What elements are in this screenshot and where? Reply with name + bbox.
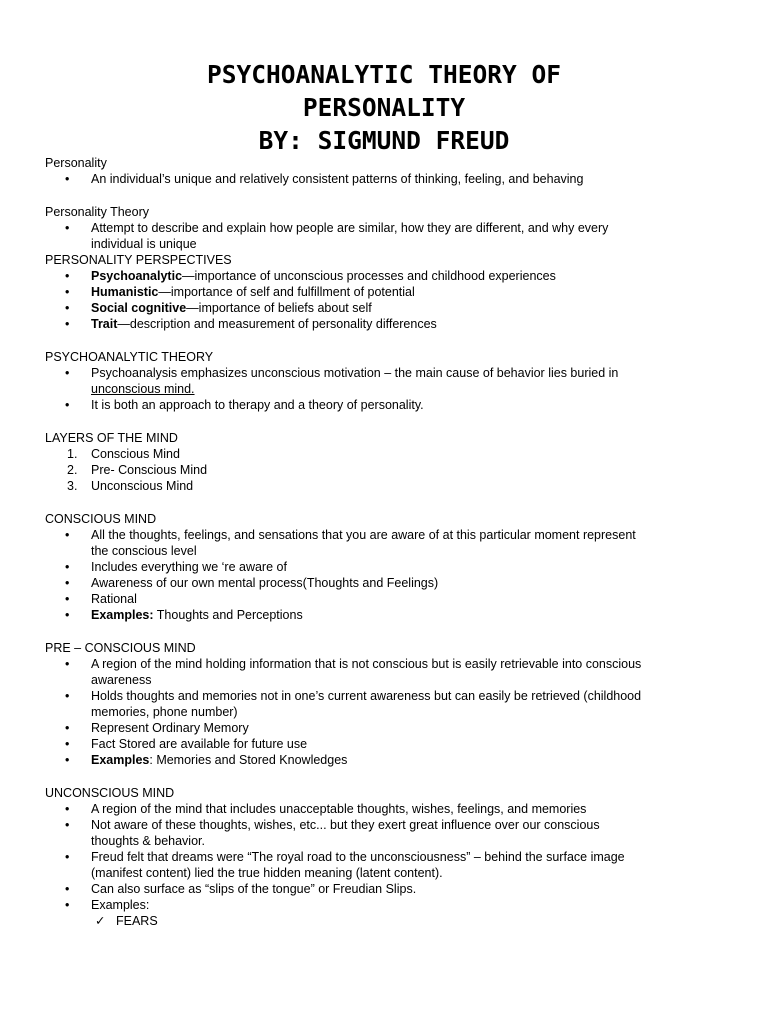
list-item: • Social cognitive—importance of beliefs about self [65,301,372,315]
bullet-icon: • [65,802,70,816]
bullet-icon: • [65,818,70,832]
bullet-list-conscious [45,527,725,623]
list-item: 1. Conscious Mind [67,447,180,461]
list-item: • An individual’s unique and relatively consistent patterns of thinking, feeling, and behaving [65,172,584,186]
section-heading-personality: Personality [45,156,107,170]
bullet-icon: • [65,285,70,299]
bullet-icon: • [65,657,70,671]
bullet-icon: • [65,221,70,235]
bullet-icon: • [65,608,70,622]
numbered-list-layers [45,446,725,494]
bullet-icon: • [65,576,70,590]
bullet-icon: • [65,882,70,896]
list-item: • Humanistic—importance of self and fulfillment of potential [65,285,415,299]
bullet-icon: • [65,172,70,186]
title-line-1: PSYCHOANALYTIC THEORY OF [206,60,561,89]
list-number: 3. [67,479,78,493]
underlined-text: unconscious mind. [91,382,195,396]
document-body [45,155,725,929]
bullet-icon: • [65,689,70,703]
list-item: • Freud felt that dreams were “The royal road to the unconsciousness” – behind the surface image (manifest content) lied the true hidden meaning (latent content). [65,850,625,880]
list-item: • Represent Ordinary Memory [65,721,249,735]
list-item: • A region of the mind that includes unacceptable thoughts, wishes, feelings, and memories [65,802,587,816]
list-number: 1. [67,447,78,461]
title-line-3: BY: SIGMUND FREUD [258,126,510,155]
section-heading-perspectives: PERSONALITY PERSPECTIVES [45,253,232,267]
list-item: • Fact Stored are available for future use [65,737,308,751]
list-item: • Not aware of these thoughts, wishes, etc... but they exert great influence over our conscious thoughts & behavior. [65,818,600,848]
list-item: • Holds thoughts and memories not in one’s current awareness but can easily be retrieved (childhood memories, phone number) [65,689,642,719]
section-heading-psychoanalytic-theory: PSYCHOANALYTIC THEORY [45,350,214,364]
list-item: • Can also surface as “slips of the tongue” or Freudian Slips. [65,882,417,896]
section-heading-personality-theory: Personality Theory [45,205,149,219]
bullet-list-personality-theory [45,220,725,252]
list-item: • A region of the mind holding information that is not conscious but is easily retrievable into conscious awareness [65,657,642,687]
bullet-icon: • [65,269,70,283]
bullet-icon: • [65,753,70,767]
sub-list-item: ✓ FEARS [95,914,158,928]
list-item: • Psychoanalytic—importance of unconscious processes and childhood experiences [65,269,556,283]
list-item: 3. Unconscious Mind [67,479,194,493]
title-line-2: PERSONALITY [302,93,466,122]
list-item: • Awareness of our own mental process(Thoughts and Feelings) [65,576,439,590]
list-item: • Examples: Memories and Stored Knowledges [65,753,348,767]
bullet-icon: • [65,398,70,412]
list-item: • All the thoughts, feelings, and sensations that you are aware of at this particular moment represent the conscious level [65,528,636,558]
list-item: • It is both an approach to therapy and a theory of personality. [65,398,424,412]
bullet-icon: • [65,721,70,735]
bullet-list-personality [45,171,725,187]
section-heading-conscious: CONSCIOUS MIND [45,512,157,526]
list-item: • Examples: Thoughts and Perceptions [65,608,303,622]
section-heading-preconscious: PRE – CONSCIOUS MIND [45,641,196,655]
bullet-icon: • [65,592,70,606]
checkmark-icon: ✓ [95,914,106,928]
bullet-icon: • [65,898,70,912]
bullet-icon: • [65,850,70,864]
bullet-icon: • [65,560,70,574]
bullet-icon: • [65,737,70,751]
list-number: 2. [67,463,78,477]
list-item: • Attempt to describe and explain how people are similar, how they are different, and why every individual is unique [65,221,609,251]
bullet-list-preconscious [45,656,725,768]
list-item: • Includes everything we ‘re aware of [65,560,287,574]
bullet-list-psychoanalytic-theory [45,365,725,413]
section-heading-layers: LAYERS OF THE MIND [45,431,178,445]
list-item: 2. Pre- Conscious Mind [67,463,208,477]
document-title [0,58,768,157]
list-item: • Psychoanalysis emphasizes unconscious motivation – the main cause of behavior lies buried in unconscious mind. [65,366,619,396]
section-heading-unconscious: UNCONSCIOUS MIND [45,786,175,800]
list-item: • Rational [65,592,137,606]
bullet-icon: • [65,528,70,542]
bullet-icon: • [65,301,70,315]
list-item: • Examples: [65,898,150,912]
bullet-list-perspectives [45,268,725,332]
bullet-list-unconscious [45,801,725,929]
bullet-icon: • [65,366,70,380]
list-item: • Trait—description and measurement of personality differences [65,317,437,331]
bullet-icon: • [65,317,70,331]
